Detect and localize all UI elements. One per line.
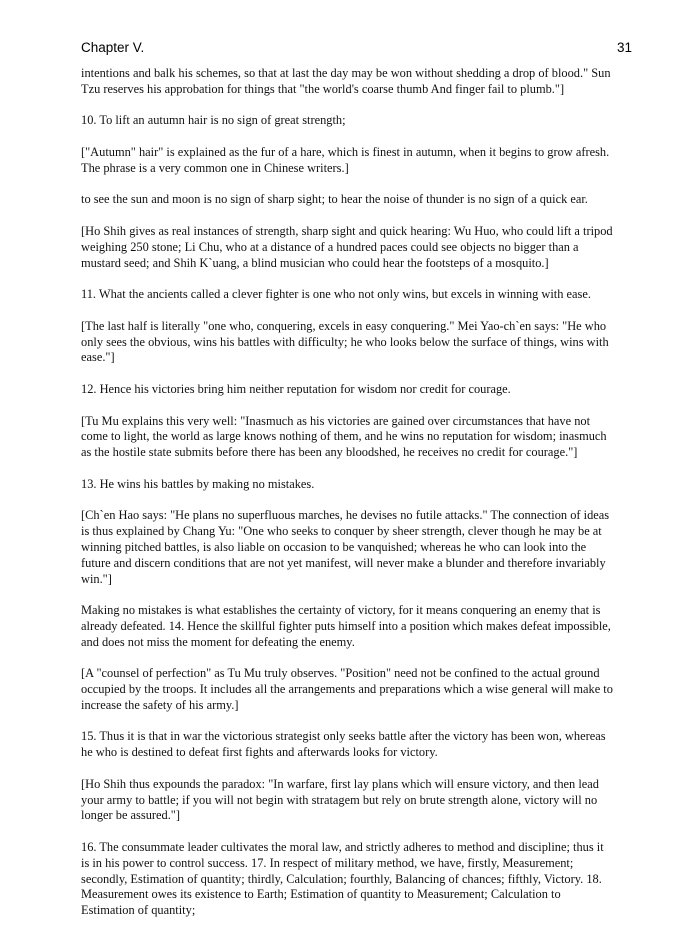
paragraph-verse-10: 10. To lift an autumn hair is no sign of great strength; bbox=[81, 113, 346, 128]
paragraph-verse-13: 13. He wins his battles by making no mistakes. bbox=[81, 476, 315, 491]
page-body bbox=[81, 66, 613, 935]
paragraph-commentary-chen-hao: [Ch`en Hao says: "He plans no superfluous marches, he devises no futile attacks." The connection of ideas is thus explained by Chang Yu: "One who seeks to conquer by sheer strength, clever though he may be at winning pitched battles, is also liable on occasion to be vanquished; whereas he who can look into the future and discern conditions that are not yet manifest, will never make a blunder and therefore invariably win."] bbox=[81, 508, 610, 586]
paragraph-verse-15: 15. Thus it is that in war the victorious strategist only seeks battle after the victory has been won, whereas he who is destined to defeat first fights and afterwards looks for victory. bbox=[81, 729, 606, 760]
paragraph-verse-12: 12. Hence his victories bring him neither reputation for wisdom nor credit for courage. bbox=[81, 381, 511, 396]
paragraph-verse-10-cont: to see the sun and moon is no sign of sharp sight; to hear the noise of thunder is no sign of a quick ear. bbox=[81, 192, 588, 207]
page-number: 31 bbox=[616, 40, 632, 55]
chapter-title: Chapter V. bbox=[81, 40, 145, 55]
paragraph-commentary-mei-yao-chen: [The last half is literally "one who, conquering, excels in easy conquering." Mei Yao-ch`en says: "He who only sees the obvious, wins his battles with difficulty; he who looks below the surface of things, wins with ease."] bbox=[81, 318, 609, 365]
paragraph-commentary-tu-mu: [Tu Mu explains this very well: "Inasmuch as his victories are gained over circumstances that have not come to light, the world as large knows nothing of them, and he wins no reputation for wisdom; inasmuch as the hostile state submits before there has been any bloodshed, he receives no credit for courage."] bbox=[81, 413, 607, 460]
paragraph-commentary-counsel: [A "counsel of perfection" as Tu Mu truly observes. "Position" need not be confined to the actual ground occupied by the troops. It includes all the arrangements and preparations which a wise general will make to increase the safety of his army.] bbox=[81, 666, 613, 712]
paragraph-continuation: intentions and balk his schemes, so that at last the day may be won without shedding a drop of blood." Sun Tzu reserves his approbation for things that "the world's coarse thumb And finger fail to plumb."] bbox=[81, 66, 611, 96]
paragraph-commentary-paradox: [Ho Shih thus expounds the paradox: "In warfare, first lay plans which will ensure victory, and then lead your army to battle; if you will not begin with stratagem but rely on brute strength alone, victory will no longer be assured."] bbox=[81, 776, 599, 823]
paragraph-commentary-ho-shih: [Ho Shih gives as real instances of strength, sharp sight and quick hearing: Wu Huo, who could lift a tripod weighing 250 stone; Li Chu, who at a distance of a hundred paces could see objects no bigger than a mustard seed; and Shih K`uang, a blind musician who could hear the footsteps of a mosquito.] bbox=[81, 223, 613, 270]
page-header bbox=[81, 40, 632, 58]
paragraph-verse-11: 11. What the ancients called a clever fighter is one who not only wins, but excels in winning with ease. bbox=[81, 287, 591, 302]
paragraph-commentary-autumn-hair: ["Autumn" hair" is explained as the fur of a hare, which is finest in autumn, when it begins to grow afresh. The phrase is a very common one in Chinese writers.] bbox=[81, 144, 610, 175]
paragraph-verse-14: Making no mistakes is what establishes the certainty of victory, for it means conquering an enemy that is already defeated. 14. Hence the skillful fighter puts himself into a position which makes defeat impossible, and does not miss the moment for defeating the enemy. bbox=[81, 603, 611, 649]
paragraph-verse-16-18: 16. The consummate leader cultivates the moral law, and strictly adheres to method and discipline; thus it is in his power to control success. 17. In respect of military method, we have, firstly, Measurement; secondly, Estimation of quantity; thirdly, Calculation; fourthly, Balancing of chances; fifthly, Victory. 18. Measurement owes its existence to Earth; Estimation of quantity to Measurement; Calculation to Estimation of quantity; bbox=[81, 840, 604, 918]
